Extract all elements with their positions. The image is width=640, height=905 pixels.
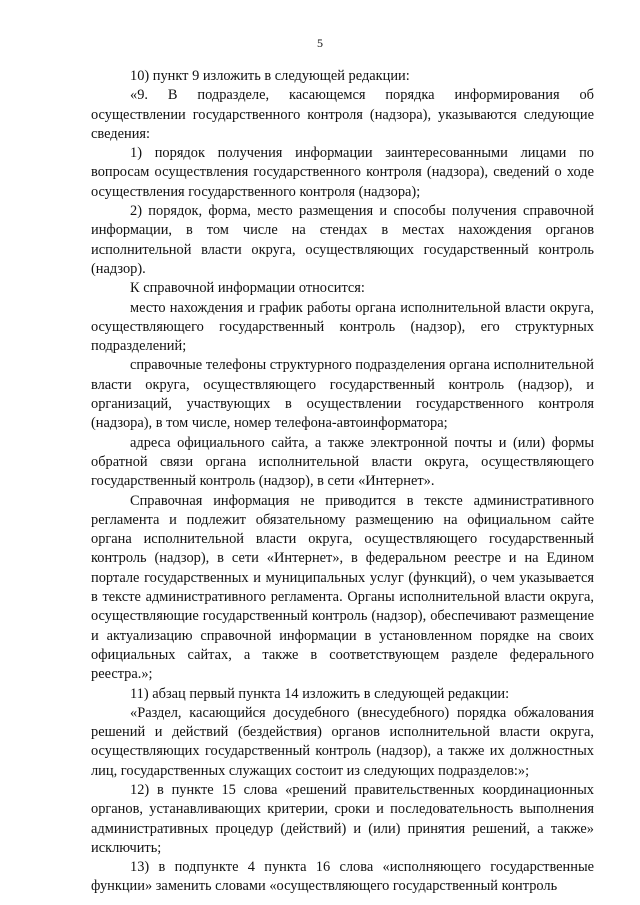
paragraph: 1) порядок получения информации заинтересованными лицами по вопросам осуществления государственного контроля (надзора), сведений о ходе осуществления государственного контроля (надзора); (91, 145, 594, 200)
paragraph: «Раздел, касающийся досудебного (внесудебного) порядка обжалования решений и действий (бездействия) органов исполнительной власти округа, осуществляющих государственный контроль (надзор), а также их должностных лиц, государственных служащих состоит из следующих подразделов:»; (91, 704, 594, 779)
paragraph: К справочной информации относится: (130, 280, 365, 297)
paragraph: «9. В подразделе, касающемся порядка информирования об осуществлении государственного контроля (надзора), указываются следующие сведения: (91, 87, 594, 142)
paragraph: 11) абзац первый пункта 14 изложить в следующей редакции: (130, 685, 510, 702)
paragraph: 13) в подпункте 4 пункта 16 слова «исполняющего государственные функции» заменить словами «осуществляющего государственный контроль (91, 859, 594, 895)
paragraph: адреса официального сайта, а также электронной почты и (или) формы обратной связи органа исполнительной власти округа, осуществляющего государственный контроль (надзор), в сети «Интернет». (91, 434, 594, 490)
paragraph: место нахождения и график работы органа исполнительной власти округа, осуществляющего государственный контроль (надзор), его структурных подразделений; (91, 299, 594, 355)
paragraph: 12) в пункте 15 слова «решений правительственных координационных органов, устанавливающих критерии, сроки и последовательность выполнения административных процедур (действий) и (или) принятия решений, а также» исключить; (91, 781, 594, 856)
document-body (91, 67, 594, 897)
paragraph: 10) пункт 9 изложить в следующей редакции: (130, 68, 410, 84)
paragraph: 2) порядок, форма, место размещения и способы получения справочной информации, в том числе на стендах в местах нахождения органов исполнительной власти округа, осуществляющих государственный контроль (надзор). (91, 203, 594, 277)
paragraph: справочные телефоны структурного подразделения органа исполнительной власти округа, осуществляющего государственный контроль (надзор), и организаций, участвующих в осуществлении государственного контроля (надзора), в том числе, номер телефона-автоинформатора; (91, 357, 594, 432)
page-number: 5 (317, 36, 323, 50)
paragraph: Справочная информация не приводится в тексте административного регламента и подлежит обязательному размещению на официальном сайте органа исполнительной власти округа, осуществляющего государственный контроль (надзор), в сети «Интернет», в федеральном реестре и на Едином портале государственных и муниципальных услуг (функций), о чем указывается в тексте административного регламента. Органы исполнительной власти округа, осуществляющие государственный контроль (надзор), обеспечивают размещение и актуализацию справочной информации в установленном порядке на своих официальных сайтах, а также в соответствующем разделе федерального реестра.»; (91, 492, 594, 683)
